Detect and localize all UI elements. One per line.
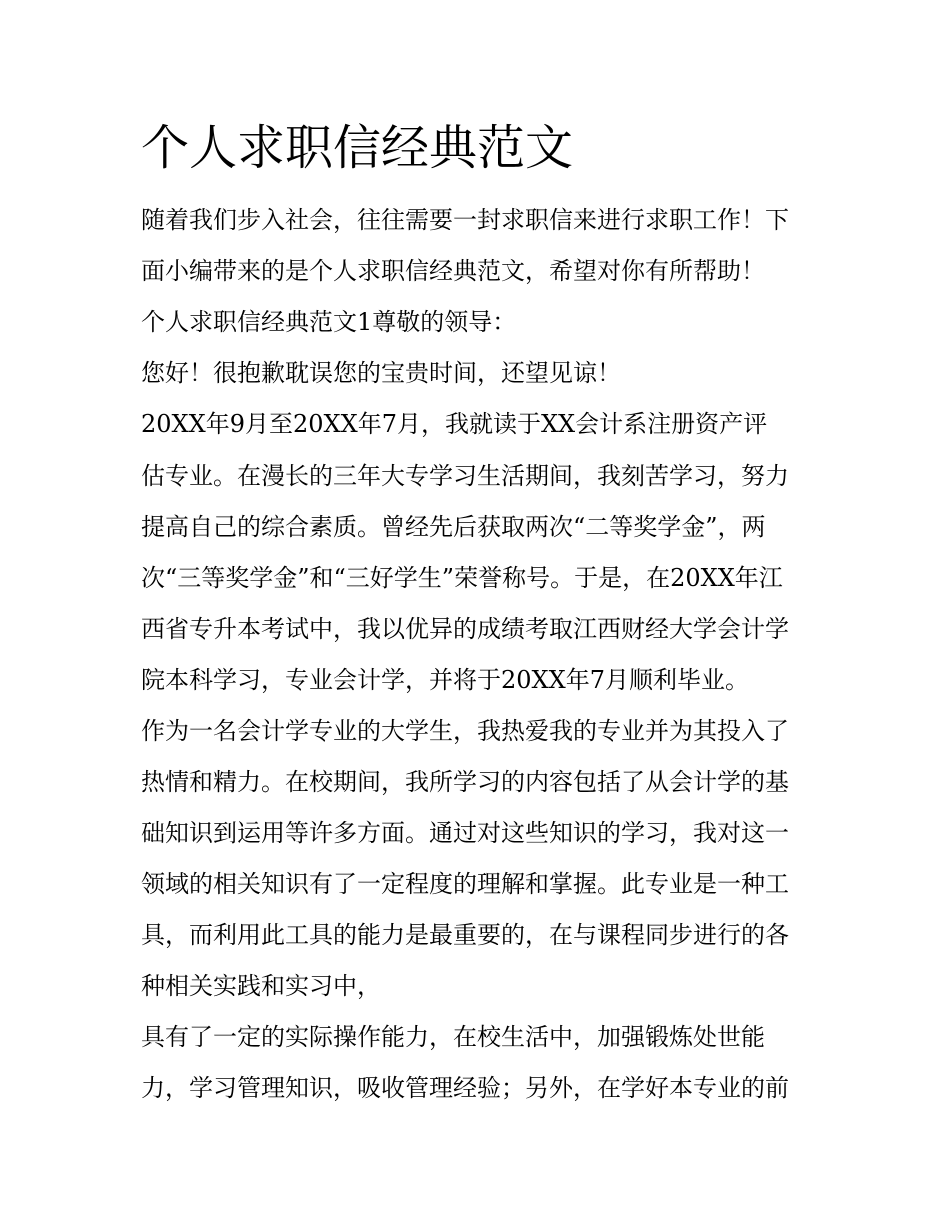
body-line: 提高自己的综合素质。曾经先后获取两次“二等奖学金”，两 [141,513,766,541]
body-line: 估专业。在漫长的三年大专学习生活期间，我刻苦学习，努力 [141,462,789,490]
body-line: 作为一名会计学专业的大学生，我热爱我的专业并为其投入了 [141,717,789,745]
body-line: 20XX年9月至20XX年7月，我就读于XX会计系注册资产评 [141,410,768,438]
body-line: 个人求职信经典范文1尊敬的领导： [141,308,517,336]
body-line: 具有了一定的实际操作能力，在校生活中，加强锻炼处世能 [141,1023,765,1051]
body-line: 您好！很抱歉耽误您的宝贵时间，还望见谅！ [141,359,621,387]
body-line: 面小编带来的是个人求职信经典范文，希望对你有所帮助！ [141,257,765,285]
document-title: 个人求职信经典范文 [141,120,574,176]
body-line: 具，而利用此工具的能力是最重要的，在与课程同步进行的各 [141,921,789,949]
body-line: 随着我们步入社会，往往需要一封求职信来进行求职工作！下 [141,206,789,234]
body-line: 院本科学习，专业会计学，并将于20XX年7月顺利毕业。 [141,666,749,694]
body-line: 力，学习管理知识，吸收管理经验；另外，在学好本专业的前 [141,1074,789,1102]
body-line: 领域的相关知识有了一定程度的理解和掌握。此专业是一种工 [141,870,789,898]
body-line: 种相关实践和实习中， [141,972,381,1000]
body-line: 次“三等奖学金”和“三好学生”荣誉称号。于是，在20XX年江 [141,564,783,592]
body-line: 础知识到运用等许多方面。通过对这些知识的学习，我对这一 [141,819,789,847]
body-line: 热情和精力。在校期间，我所学习的内容包括了从会计学的基 [141,768,789,796]
body-line: 西省专升本考试中，我以优异的成绩考取江西财经大学会计学 [141,615,789,643]
